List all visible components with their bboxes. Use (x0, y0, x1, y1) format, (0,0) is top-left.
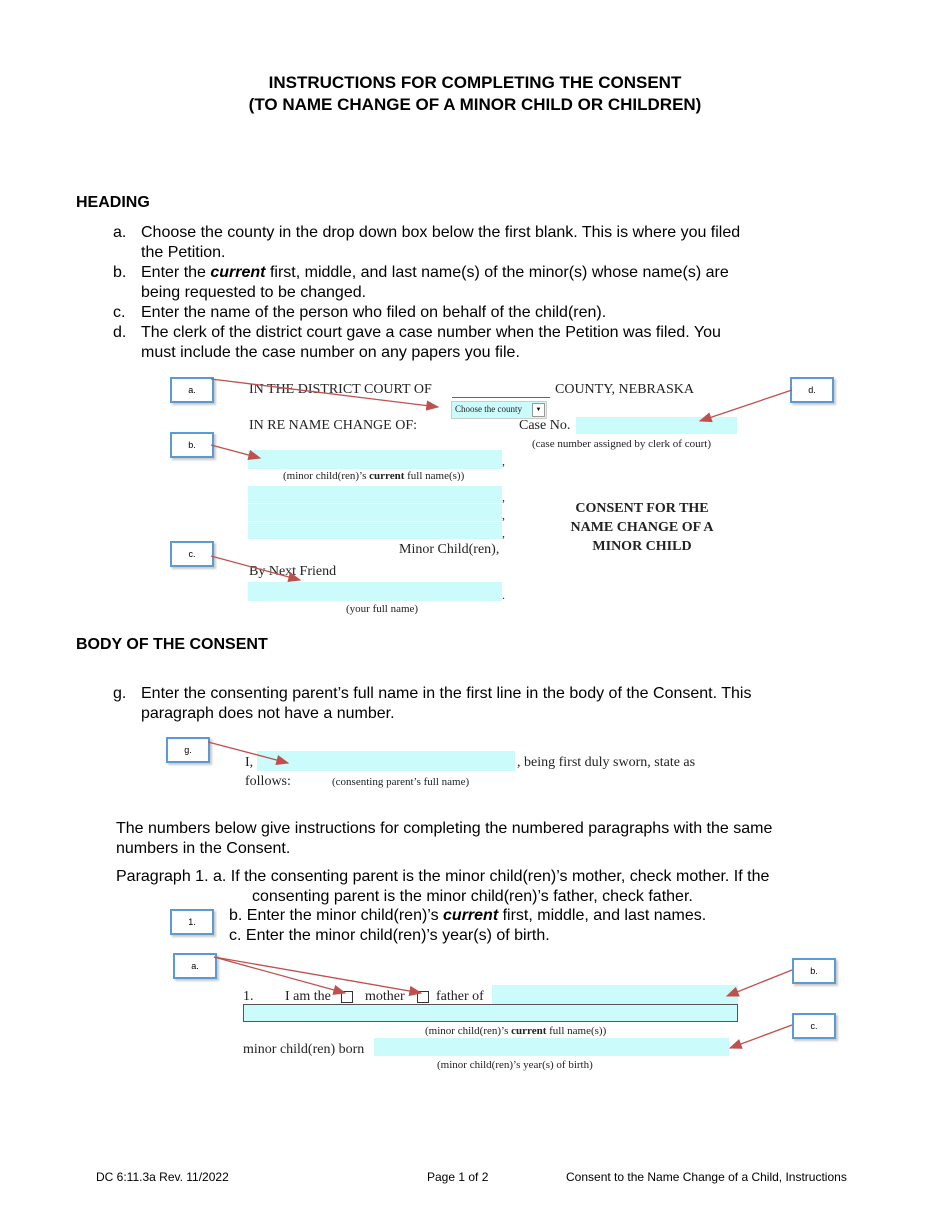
heading-item-d-cont: must include the case number on any papers you file. (141, 344, 520, 361)
title-line-2: (TO NAME CHANGE OF A MINOR CHILD OR CHILDREN) (248, 95, 702, 114)
footer-document-title: Consent to the Name Change of a Child, Instructions (566, 1170, 847, 1184)
i-am-the-text: I am the (285, 989, 331, 1004)
dropdown-arrow-icon[interactable]: ▼ (532, 403, 545, 417)
callout-b-2: b. (792, 958, 836, 984)
arrow-c-2 (730, 1025, 792, 1048)
consent-title: CONSENT FOR THE NAME CHANGE OF A MINOR CHILD (570, 501, 714, 554)
minor-children-label: Minor Child(ren), (399, 542, 500, 557)
year-of-birth-caption: (minor child(ren)’s year(s) of birth) (437, 1059, 593, 1071)
heading-item-a: a. Choose the county in the drop down box below the first blank. This is where you filed (113, 224, 741, 241)
minor-name-caption: (minor child(ren)’s current full name(s)) (283, 470, 465, 482)
arrow-d (700, 390, 792, 421)
callout-a-2: a. (173, 953, 217, 979)
arrow-g (208, 742, 288, 763)
paragraph1-a: Paragraph 1. a. If the consenting parent is the minor child(ren)’s mother, check mother. If the (116, 868, 770, 885)
case-number-caption: (case number assigned by clerk of court) (532, 438, 711, 450)
heading-item-c: c. Enter the name of the person who filed on behalf of the child(ren). (113, 304, 607, 321)
county-suffix: COUNTY, NEBRASKA (555, 382, 694, 397)
sworn-text: , being first duly sworn, state as (517, 755, 696, 770)
comma: , (502, 508, 505, 522)
heading-item-b: b. Enter the current first, middle, and last name(s) of the minor(s) whose name(s) are (113, 264, 729, 281)
mother-label: mother (365, 989, 405, 1004)
arrow-b (211, 445, 260, 458)
comma: , (502, 490, 505, 504)
heading-item-a-cont: the Petition. (141, 244, 226, 261)
heading-item-b-cont: being requested to be changed. (141, 284, 367, 301)
paragraph1-a-cont: consenting parent is the minor child(ren)’s father, check father. (252, 888, 693, 905)
arrow-a (211, 379, 438, 407)
callout-c-2: c. (792, 1013, 836, 1039)
arrow-c (211, 556, 300, 580)
title-line-1: INSTRUCTIONS FOR COMPLETING THE CONSENT (268, 73, 682, 92)
paragraph1-c: c. Enter the minor child(ren)’s year(s) of birth. (229, 927, 550, 944)
born-label: minor child(ren) born (243, 1042, 365, 1057)
callout-a: a. (170, 377, 214, 403)
in-re-label: IN RE NAME CHANGE OF: (249, 418, 417, 433)
arrow-b-2 (727, 970, 792, 996)
father-of-label: father of (436, 989, 484, 1004)
arrow-mother (214, 957, 345, 993)
heading-section-title: HEADING (76, 194, 150, 211)
i-label: I, (245, 755, 254, 770)
paragraph-number: 1. (243, 989, 254, 1004)
heading-item-d: d. The clerk of the district court gave a case number when the Petition was filed. You (113, 324, 721, 341)
county-dropdown-value: Choose the county (455, 404, 522, 414)
follows-text: follows: (245, 774, 291, 789)
callout-1: 1. (170, 909, 214, 935)
minor-full-names-caption: (minor child(ren)’s current full name(s)) (425, 1025, 607, 1037)
callout-d: d. (790, 377, 834, 403)
case-no-label: Case No. (519, 418, 571, 433)
body-section-title: BODY OF THE CONSENT (76, 636, 268, 653)
callout-b: b. (170, 432, 214, 458)
your-name-caption: (your full name) (346, 603, 419, 615)
footer-page-number: Page 1 of 2 (427, 1170, 489, 1184)
next-friend-label: By Next Friend (249, 564, 337, 579)
comma: , (502, 454, 505, 468)
footer-form-number: DC 6:11.3a Rev. 11/2022 (96, 1170, 229, 1184)
body-item-g: g. Enter the consenting parent’s full name in the first line in the body of the Consent. This paragraph does not have a number. (113, 685, 752, 722)
arrow-father (214, 957, 421, 993)
numbers-intro: The numbers below give instructions for completing the numbered paragraphs with the same numbers in the Consent. (116, 820, 773, 857)
paragraph1-b: b. Enter the minor child(ren)’s current first, middle, and last names. (229, 907, 707, 924)
comma: , (502, 526, 505, 540)
period: . (502, 588, 505, 602)
consenting-parent-caption: (consenting parent’s full name) (332, 776, 470, 788)
callout-g: g. (166, 737, 210, 763)
court-prefix: IN THE DISTRICT COURT OF (249, 382, 432, 397)
callout-c: c. (170, 541, 214, 567)
